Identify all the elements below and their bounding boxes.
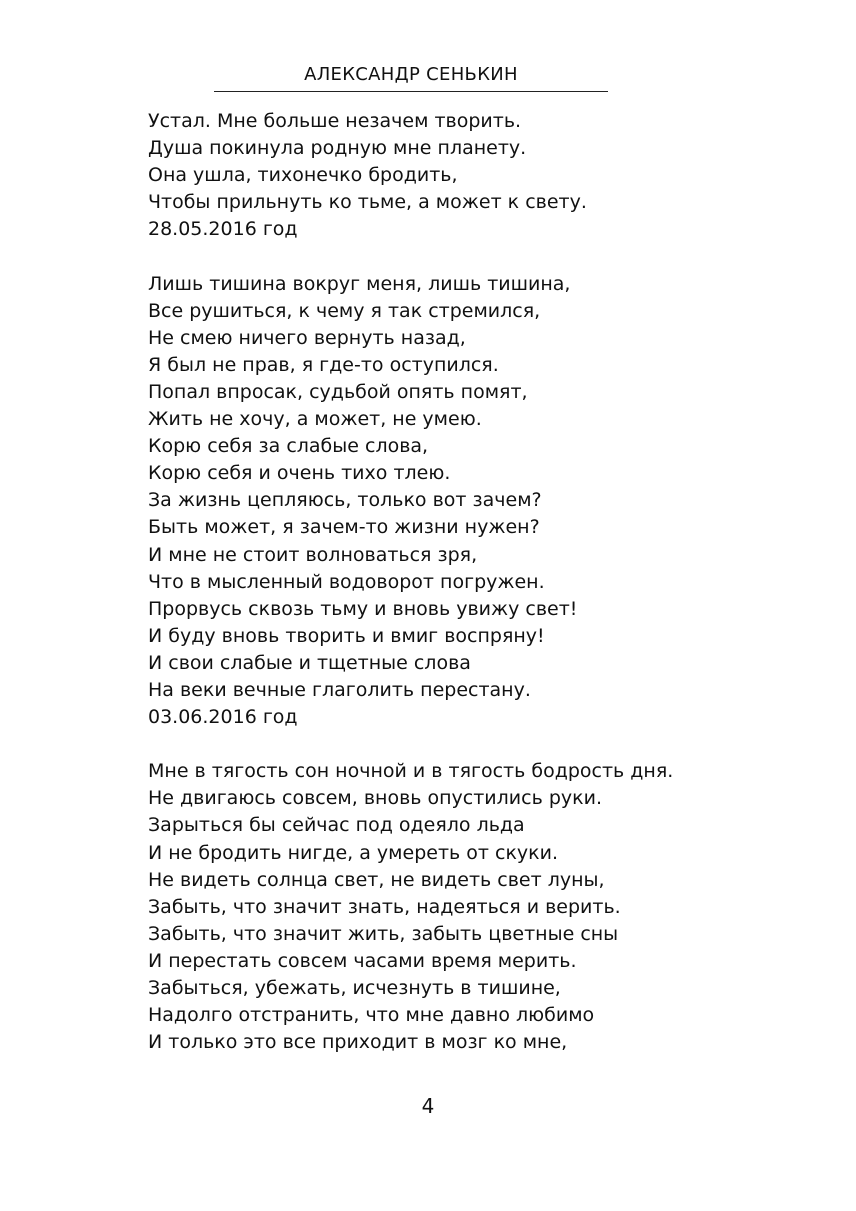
poem-line: Мне в тягость сон ночной и в тягость бодрость дня.	[148, 760, 674, 783]
poem-line: Она ушла, тихонечко бродить,	[148, 164, 458, 187]
poem-line: Зарыться бы сейчас под одеяло льда	[148, 814, 525, 837]
poem-line: Быть может, я зачем-то жизни нужен?	[148, 516, 540, 539]
poem-line: И мне не стоит волноваться зря,	[148, 543, 478, 566]
poem-line: Корю себя и очень тихо тлею.	[148, 462, 451, 485]
poem-line: Устал. Мне больше незачем творить.	[148, 110, 522, 132]
stanza-gap	[148, 243, 788, 270]
poem-1	[148, 108, 788, 243]
poem-line: Забыть, что значит знать, надеяться и верить.	[148, 895, 621, 918]
poem-line: И свои слабые и тщетные слова	[148, 651, 471, 674]
poem-line: И не бродить нигде, а умереть от скуки.	[148, 841, 559, 864]
poem-line: Что в мысленный водоворот погружен.	[148, 570, 545, 593]
poem-line: Забыть, что значит жить, забыть цветные сны	[148, 922, 619, 945]
poem-line: Не смею ничего вернуть назад,	[148, 326, 466, 349]
poems-body	[148, 108, 788, 1056]
poem-line: Я был не прав, я где-то оступился.	[148, 353, 499, 376]
poem-line: И только это все приходит в мозг ко мне,	[148, 1031, 568, 1054]
poem-line: Прорвусь сквозь тьму и вновь увижу свет!	[148, 597, 578, 620]
poem-line: Душа покинула родную мне планету.	[148, 137, 527, 160]
running-header-author: АЛЕКСАНДР СЕНЬКИН	[304, 64, 518, 85]
poem-2	[148, 271, 788, 732]
poem-line: Жить не хочу, а может, не умею.	[148, 408, 482, 431]
poem-date: 28.05.2016 год	[148, 218, 298, 241]
page-number: 4	[421, 1094, 435, 1118]
poem-line: Попал впросак, судьбой опять помят,	[148, 380, 528, 403]
poem-line: Корю себя за слабые слова,	[148, 435, 429, 458]
poem-3	[148, 758, 788, 1056]
header-divider	[214, 91, 608, 92]
poem-line: И перестать совсем часами время мерить.	[148, 949, 577, 972]
poem-line: Лишь тишина вокруг меня, лишь тишина,	[148, 272, 571, 295]
poem-line: Не видеть солнца свет, не видеть свет луны,	[148, 868, 605, 891]
poem-line: И буду вновь творить и вмиг воспряну!	[148, 624, 545, 647]
poem-date: 03.06.2016 год	[148, 706, 298, 729]
poem-line: Все рушиться, к чему я так стремился,	[148, 299, 541, 322]
poem-line: За жизнь цепляюсь, только вот зачем?	[148, 489, 542, 512]
poem-line: Не двигаюсь совсем, вновь опустились руки.	[148, 787, 602, 810]
poem-line: На веки вечные глаголить перестану.	[148, 678, 531, 701]
poem-line: Забыться, убежать, исчезнуть в тишине,	[148, 977, 561, 999]
stanza-gap	[148, 731, 788, 758]
poem-line: Надолго отстранить, что мне давно любимо	[148, 1004, 595, 1027]
poem-line: Чтобы прильнуть ко тьме, а может к свету.	[148, 191, 587, 214]
